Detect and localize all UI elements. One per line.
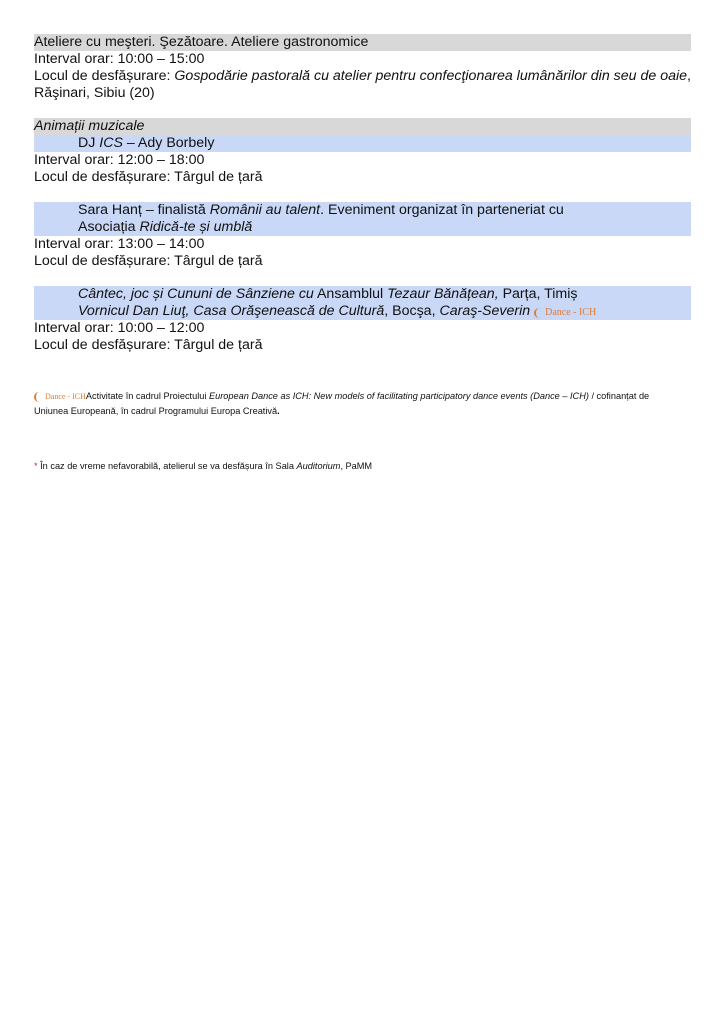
event-sara-location: Locul de desfășurare: Târgul de țară [34, 253, 263, 269]
dance-ich-logo-small: Dance - ICH [34, 392, 86, 402]
interval-workshops: Interval orar: 10:00 – 15:00 [34, 51, 205, 67]
section-title-music: Animații muzicale [34, 118, 691, 135]
event-ensemble-location: Locul de desfășurare: Târgul de țară [34, 337, 263, 353]
event-sara-title-line1: Sara Hanț – finalistă Românii au talent. Eveniment organizat în parteneriat cu [34, 202, 691, 219]
event-dj-title: DJ ICS – Ady Borbely [34, 135, 691, 152]
footnote-weather: * În caz de vreme nefavorabilă, atelierul se va desfășura în Sala Auditorium, PaMM [34, 461, 373, 471]
dance-ich-arc-icon [534, 308, 544, 318]
dance-ich-logo: Dance - ICH [534, 308, 596, 318]
footnote-project: Dance - ICHActivitate în cadrul Proiectului European Dance as ICH: New models of facilitating participatory dance events (Dance – ICH) / cofinanțat de Uniunea Europeană, în cadrul Programului Europa Creativă. [34, 391, 650, 416]
event-ensemble-title-line1: Cântec, joc și Cununi de Sânziene cu Ansamblul Tezaur Bănățean, Parța, Timiș [34, 286, 691, 303]
dance-ich-arc-icon-small [34, 392, 44, 402]
event-sara-interval: Interval orar: 13:00 – 14:00 [34, 236, 205, 252]
location-workshops: Locul de desfășurare: Gospodărie pastorală cu atelier pentru confecţionarea lumânărilor din seu de oaie, Răşinari, Sibiu (20) [34, 68, 691, 101]
event-sara-title-line2: Asociația Ridică-te și umblă [34, 219, 691, 236]
event-dj-interval: Interval orar: 12:00 – 18:00 [34, 152, 205, 168]
event-ensemble-title-line2: Vornicul Dan Liuţ, Casa Orăşenească de Cultură, Bocşa, Caraş-Severin Dance - ICH [34, 303, 691, 320]
document-page [34, 34, 691, 474]
section-title-workshops: Ateliere cu meşteri. Şezătoare. Ateliere gastronomice [34, 34, 691, 51]
event-dj-location: Locul de desfășurare: Târgul de țară [34, 169, 263, 185]
event-ensemble-interval: Interval orar: 10:00 – 12:00 [34, 320, 205, 336]
